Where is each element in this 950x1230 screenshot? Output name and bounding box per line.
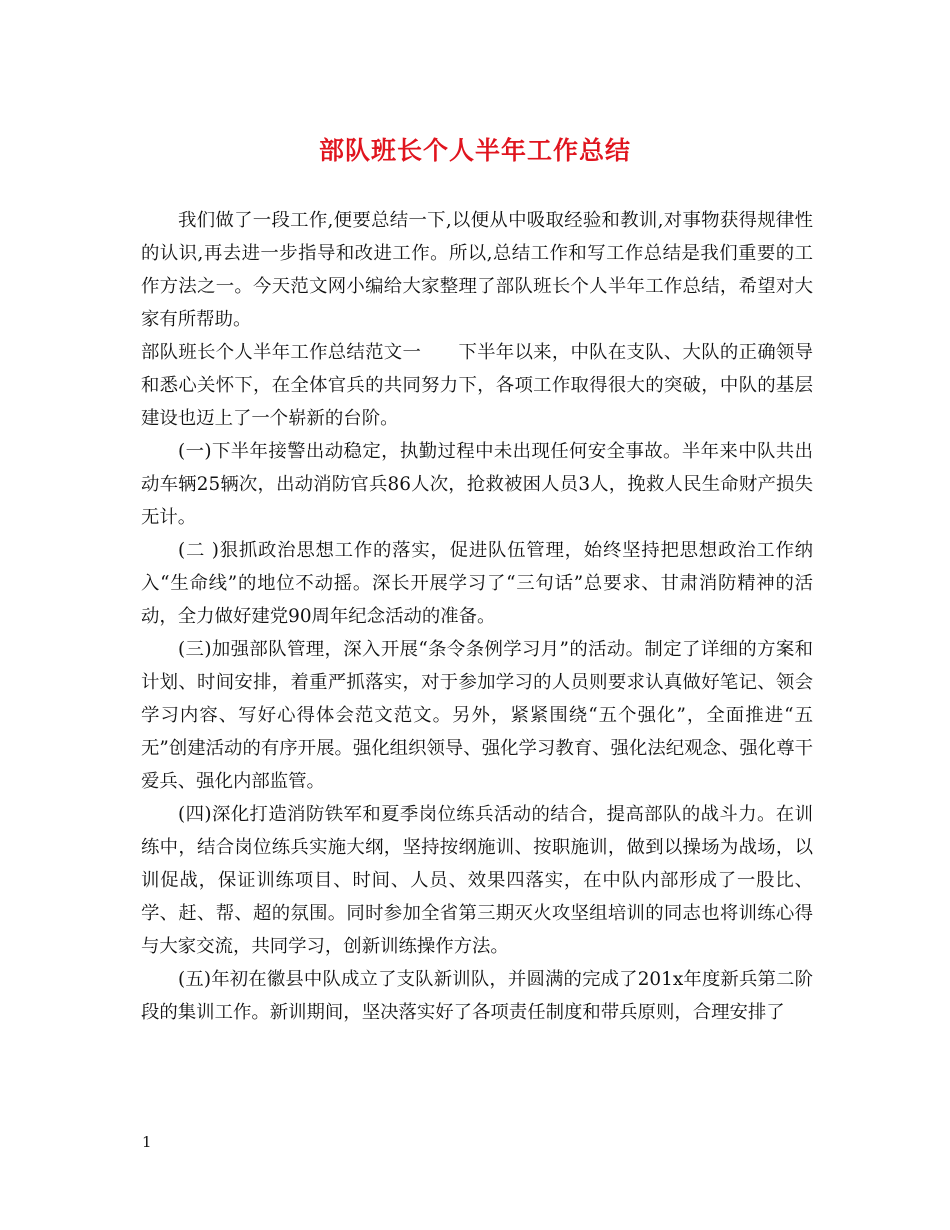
paragraph-item-4: (四)深化打造消防铁军和夏季岗位练兵活动的结合，提高部队的战斗力。在训练中，结合岗位练兵实施大纲，坚持按纲施训、按职施训，做到以操场为战场，以训促战，保证训练项目、时间、人员、效果四落实，在中队内部形成了一股比、学、赶、帮、超的氛围。同时参加全省第三期灭火攻坚组培训的同志也将训练心得与大家交流，共同学习，创新训练操作方法。: [141, 804, 813, 957]
paragraph-overview: 部队班长个人半年工作总结范文一 下半年以来，中队在支队、大队的正确领导和悉心关怀下，在全体官兵的共同努力下，各项工作取得很大的突破，中队的基层建设也迈上了一个崭新的台阶。: [141, 342, 813, 429]
paragraph-item-1: (一)下半年接警出动稳定，执勤过程中未出现任何安全事故。半年来中队共出动车辆25辆次，出动消防官兵86人次，抢救被困人员3人，挽救人民生命财产损失无计。: [141, 441, 813, 528]
document-body: [141, 204, 813, 1029]
page-number: 1: [142, 1133, 152, 1151]
paragraph-intro: 我们做了一段工作,便要总结一下,以便从中吸取经验和教训,对事物获得规律性的认识,再去进一步指导和改进工作。所以,总结工作和写工作总结是我们重要的工作方法之一。今天范文网小编给大家整理了部队班长个人半年工作总结，希望对大家有所帮助。: [141, 210, 813, 330]
paragraph-item-2: (二 )狠抓政治思想工作的落实，促进队伍管理，始终坚持把思想政治工作纳入“生命线”的地位不动摇。深长开展学习了“三句话”总要求、甘肃消防精神的活动，全力做好建党90周年纪念活动的准备。: [141, 540, 813, 627]
paragraph-item-5: (五)年初在徽县中队成立了支队新训队，并圆满的完成了201x年度新兵第二阶段的集训工作。新训期间，坚决落实好了各项责任制度和带兵原则，合理安排了: [141, 969, 813, 1023]
document-title: 部队班长个人半年工作总结: [318, 136, 631, 165]
paragraph-item-3: (三)加强部队管理，深入开展“条令条例学习月”的活动。制定了详细的方案和计划、时间安排，着重严抓落实，对于参加学习的人员则要求认真做好笔记、领会学习内容、写好心得体会范文范文。另外，紧紧围绕“五个强化”，全面推进“五无”创建活动的有序开展。强化组织领导、强化学习教育、强化法纪观念、强化尊干爱兵、强化内部监管。: [141, 639, 813, 792]
